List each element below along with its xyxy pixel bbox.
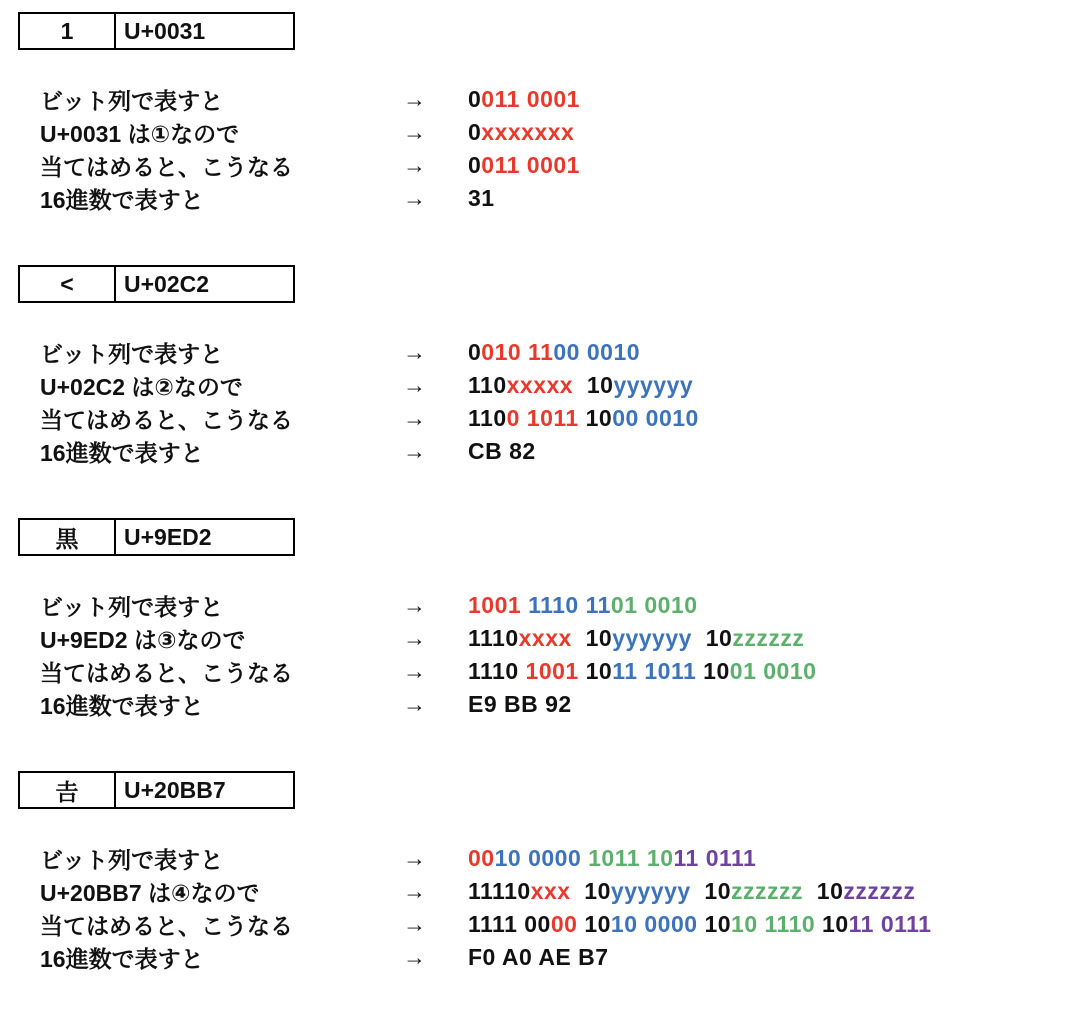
- explanation-row: [40, 435, 1086, 468]
- row-label: U+9ED2 は③なので: [40, 627, 246, 653]
- codepoint-block-u02c2: [18, 265, 1086, 468]
- arrow-icon: →: [403, 339, 426, 365]
- bit-segment-red: 1001: [525, 658, 579, 684]
- bit-segment-black: 11110: [468, 878, 531, 904]
- explanation-rows: [40, 83, 1086, 215]
- hex-value: [468, 185, 495, 212]
- arrow-icon: →: [403, 185, 426, 211]
- explanation-row: [40, 875, 1086, 908]
- codepoint-cell: U+9ED2: [124, 523, 212, 550]
- explanation-row: [40, 83, 1086, 116]
- bit-segment-black: E9 BB 92: [468, 691, 572, 717]
- codepoint-cell: U+20BB7: [124, 776, 226, 803]
- bit-segment-red: 00: [550, 911, 578, 937]
- row-label: U+20BB7 は④なので: [40, 880, 260, 906]
- arrow-icon: →: [403, 592, 426, 618]
- bit-segment-black: 0: [468, 339, 482, 365]
- arrow-icon: →: [403, 691, 426, 717]
- row-label: 当てはめると、こうなる: [40, 154, 293, 180]
- arrow-icon: →: [403, 405, 426, 431]
- bit-encoded-value: [468, 658, 816, 685]
- bit-segment-black: 10: [577, 911, 611, 937]
- bit-segment-purple: 11 0111: [848, 911, 932, 937]
- row-label: 16進数で表すと: [40, 946, 204, 972]
- bit-segment-blue: 11 1011: [612, 658, 697, 684]
- codepoint-block-u20bb7: [18, 771, 1086, 974]
- bit-segment-green: 10 1110: [731, 911, 816, 937]
- row-label: ビット列で表すと: [40, 341, 224, 367]
- explanation-row: [40, 336, 1086, 369]
- bit-segment-red: 011 0001: [481, 152, 580, 178]
- bit-segment-black: 10: [578, 405, 613, 431]
- codepoint-block-u9ed2: [18, 518, 1086, 721]
- hex-value: [468, 438, 536, 465]
- bit-segment-black: 1110: [468, 658, 526, 684]
- hex-value: [468, 944, 609, 971]
- bit-segment-black: 10: [815, 911, 849, 937]
- explanation-rows: [40, 589, 1086, 721]
- bit-segment-black: 0: [468, 86, 482, 112]
- bit-segment-red: xxx: [530, 878, 571, 904]
- row-label: 16進数で表すと: [40, 693, 204, 719]
- bit-pattern-value: [468, 878, 915, 905]
- char-codepoint-table: [18, 265, 295, 303]
- bit-segment-purple: zzzzzz: [843, 878, 916, 904]
- explanation-row: [40, 842, 1086, 875]
- char-codepoint-table: [18, 771, 295, 809]
- bit-segment-red: 011 0001: [481, 86, 580, 112]
- bit-segment-black: CB 82: [468, 438, 536, 464]
- bit-pattern-value: [468, 119, 574, 146]
- arrow-icon: →: [403, 658, 426, 684]
- bit-segment-red: xxxx: [518, 625, 572, 651]
- bit-segment-black: 31: [468, 185, 495, 211]
- bit-encoded-value: [468, 405, 699, 432]
- bit-segment-black: 10: [570, 878, 611, 904]
- bit-segment-green: 01 0010: [610, 592, 698, 618]
- bit-segment-red: xxxxxxx: [481, 119, 575, 145]
- bit-segment-black: 10: [691, 625, 733, 651]
- char-codepoint-table: [18, 518, 295, 556]
- hex-value: [468, 691, 572, 718]
- bit-segment-purple: 11 0111: [673, 845, 757, 871]
- bit-segment-red: xxxxx: [506, 372, 574, 398]
- bit-segment-blue: 10 0000: [610, 911, 698, 937]
- bit-segment-black: 10: [696, 658, 730, 684]
- bit-segment-blue: 1110 11: [528, 592, 611, 618]
- bit-segment-green: 1011 10: [588, 845, 674, 871]
- arrow-icon: →: [403, 152, 426, 178]
- bit-segment-black: 10: [690, 878, 732, 904]
- bit-encoded-value: [468, 911, 931, 938]
- bit-segment-black: 110: [468, 405, 507, 431]
- utf8-document: [18, 12, 1086, 974]
- explanation-rows: [40, 336, 1086, 468]
- bit-segment-blue: 00 0010: [612, 405, 699, 431]
- bit-pattern-value: [468, 625, 804, 652]
- bit-string-value: [468, 845, 756, 872]
- char-cell: 黒: [20, 520, 116, 554]
- explanation-row: [40, 149, 1086, 182]
- bit-segment-black: 1110: [468, 625, 519, 651]
- row-label: U+0031 は①なので: [40, 121, 240, 147]
- bit-string-value: [468, 339, 640, 366]
- bit-segment-blue: 10 0000: [494, 845, 589, 871]
- bit-string-value: [468, 592, 698, 619]
- row-label: 当てはめると、こうなる: [40, 660, 293, 686]
- bit-segment-black: 10: [573, 372, 614, 398]
- arrow-icon: →: [403, 911, 426, 937]
- bit-segment-blue: yyyyyy: [612, 625, 692, 651]
- bit-segment-red: 0 1011: [506, 405, 579, 431]
- row-label: 16進数で表すと: [40, 187, 204, 213]
- row-label: ビット列で表すと: [40, 88, 224, 114]
- explanation-row: [40, 182, 1086, 215]
- codepoint-block-u0031: [18, 12, 1086, 215]
- bit-segment-black: F0 A0 AE B7: [468, 944, 609, 970]
- explanation-row: [40, 941, 1086, 974]
- arrow-icon: →: [403, 845, 426, 871]
- bit-segment-black: 0: [468, 119, 482, 145]
- row-label: 当てはめると、こうなる: [40, 407, 293, 433]
- bit-segment-black: 10: [697, 911, 732, 937]
- arrow-icon: →: [403, 438, 426, 464]
- char-cell: 1: [20, 14, 116, 48]
- bit-encoded-value: [468, 152, 580, 179]
- bit-segment-black: 0: [468, 152, 482, 178]
- char-cell: 𠮷: [20, 773, 116, 807]
- bit-segment-red: 010 11: [481, 339, 554, 365]
- arrow-icon: →: [403, 625, 426, 651]
- explanation-row: [40, 622, 1086, 655]
- row-label: 当てはめると、こうなる: [40, 913, 293, 939]
- row-label: U+02C2 は②なので: [40, 374, 243, 400]
- explanation-row: [40, 655, 1086, 688]
- arrow-icon: →: [403, 119, 426, 145]
- bit-segment-green: zzzzzz: [732, 625, 805, 651]
- bit-segment-black: 1111 00: [468, 911, 551, 937]
- explanation-row: [40, 402, 1086, 435]
- row-label: ビット列で表すと: [40, 847, 224, 873]
- arrow-icon: →: [403, 372, 426, 398]
- bit-segment-blue: 00 0010: [553, 339, 641, 365]
- explanation-row: [40, 589, 1086, 622]
- explanation-row: [40, 908, 1086, 941]
- bit-segment-green: 01 0010: [729, 658, 817, 684]
- explanation-row: [40, 688, 1086, 721]
- char-codepoint-table: [18, 12, 295, 50]
- arrow-icon: →: [403, 878, 426, 904]
- arrow-icon: →: [403, 944, 426, 970]
- char-cell: <: [20, 267, 116, 301]
- bit-segment-red: 00: [468, 845, 495, 871]
- explanation-row: [40, 369, 1086, 402]
- bit-segment-blue: yyyyyy: [613, 372, 694, 398]
- bit-segment-black: 10: [571, 625, 613, 651]
- bit-segment-red: 1001: [468, 592, 529, 618]
- row-label: 16進数で表すと: [40, 440, 204, 466]
- bit-segment-black: 10: [803, 878, 844, 904]
- codepoint-cell: U+02C2: [124, 270, 210, 297]
- explanation-rows: [40, 842, 1086, 974]
- bit-segment-green: zzzzzz: [731, 878, 804, 904]
- codepoint-cell: U+0031: [124, 17, 206, 44]
- bit-string-value: [468, 86, 580, 113]
- row-label: ビット列で表すと: [40, 594, 224, 620]
- bit-segment-black: 110: [468, 372, 507, 398]
- explanation-row: [40, 116, 1086, 149]
- arrow-icon: →: [403, 86, 426, 112]
- bit-segment-black: 10: [578, 658, 613, 684]
- bit-pattern-value: [468, 372, 693, 399]
- bit-segment-blue: yyyyyy: [610, 878, 691, 904]
